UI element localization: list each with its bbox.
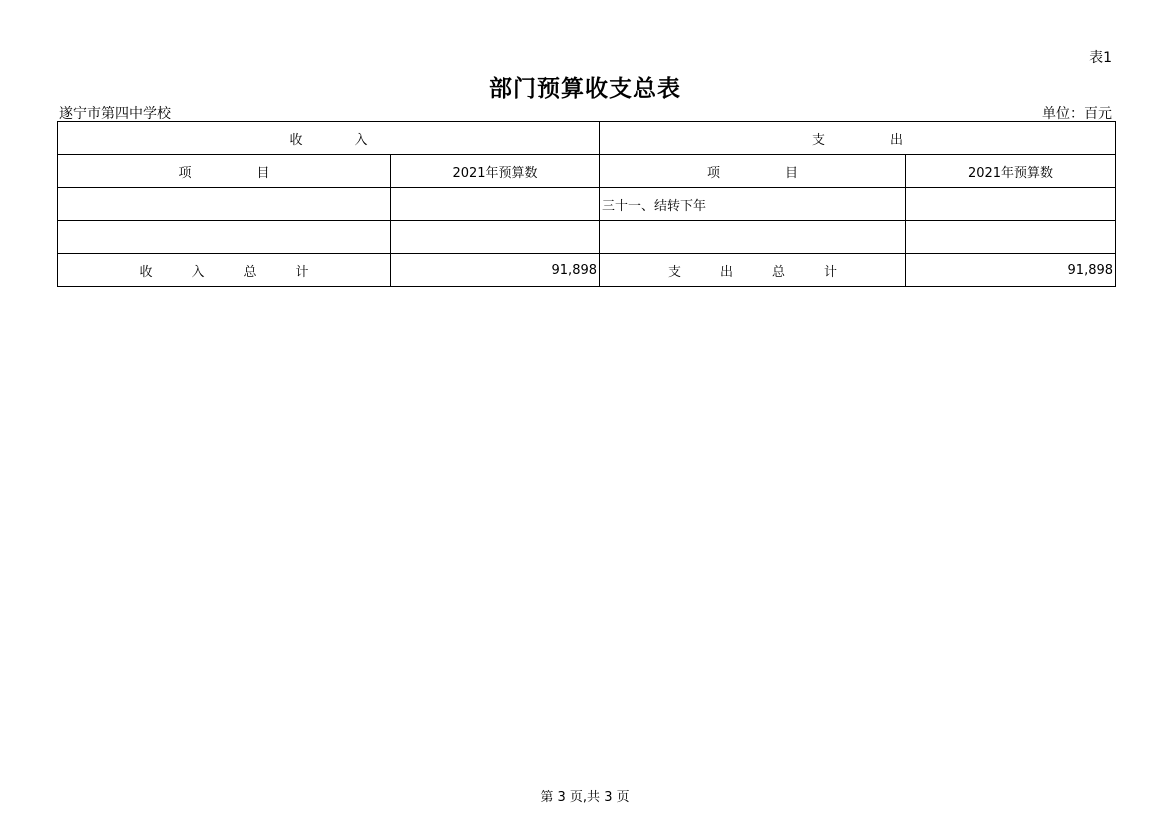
total-expense-amount: 91,898 bbox=[906, 254, 1116, 287]
expense-item-header: 项 目 bbox=[600, 155, 906, 188]
income-amount-cell bbox=[391, 188, 600, 221]
income-item-header: 项 目 bbox=[58, 155, 391, 188]
income-amount-cell bbox=[391, 221, 600, 254]
org-name: 遂宁市第四中学校 bbox=[59, 106, 171, 122]
total-income-amount: 91,898 bbox=[391, 254, 600, 287]
table-row bbox=[58, 188, 1116, 221]
total-expense-label: 支 出 总 计 bbox=[600, 254, 906, 287]
column-header-row bbox=[58, 155, 1116, 188]
expense-amount-cell bbox=[906, 188, 1116, 221]
income-amount-header: 2021年预算数 bbox=[391, 155, 600, 188]
total-row bbox=[58, 254, 1116, 287]
table-row bbox=[58, 221, 1116, 254]
expense-section-header: 支 出 bbox=[600, 122, 1116, 155]
income-item-cell bbox=[58, 221, 391, 254]
section-header-row bbox=[58, 122, 1116, 155]
expense-amount-cell bbox=[906, 221, 1116, 254]
sheet-label: 表1 bbox=[1089, 50, 1112, 66]
expense-item-cell: 三十一、结转下年 bbox=[600, 188, 906, 221]
expense-amount-header: 2021年预算数 bbox=[906, 155, 1116, 188]
budget-table bbox=[57, 121, 1116, 287]
expense-item-cell bbox=[600, 221, 906, 254]
unit-label: 单位：百元 bbox=[1042, 106, 1112, 122]
page-footer: 第 3 页,共 3 页 bbox=[540, 790, 630, 805]
total-income-label: 收 入 总 计 bbox=[58, 254, 391, 287]
income-section-header: 收 入 bbox=[58, 122, 600, 155]
page-title: 部门预算收支总表 bbox=[489, 76, 681, 102]
income-item-cell bbox=[58, 188, 391, 221]
